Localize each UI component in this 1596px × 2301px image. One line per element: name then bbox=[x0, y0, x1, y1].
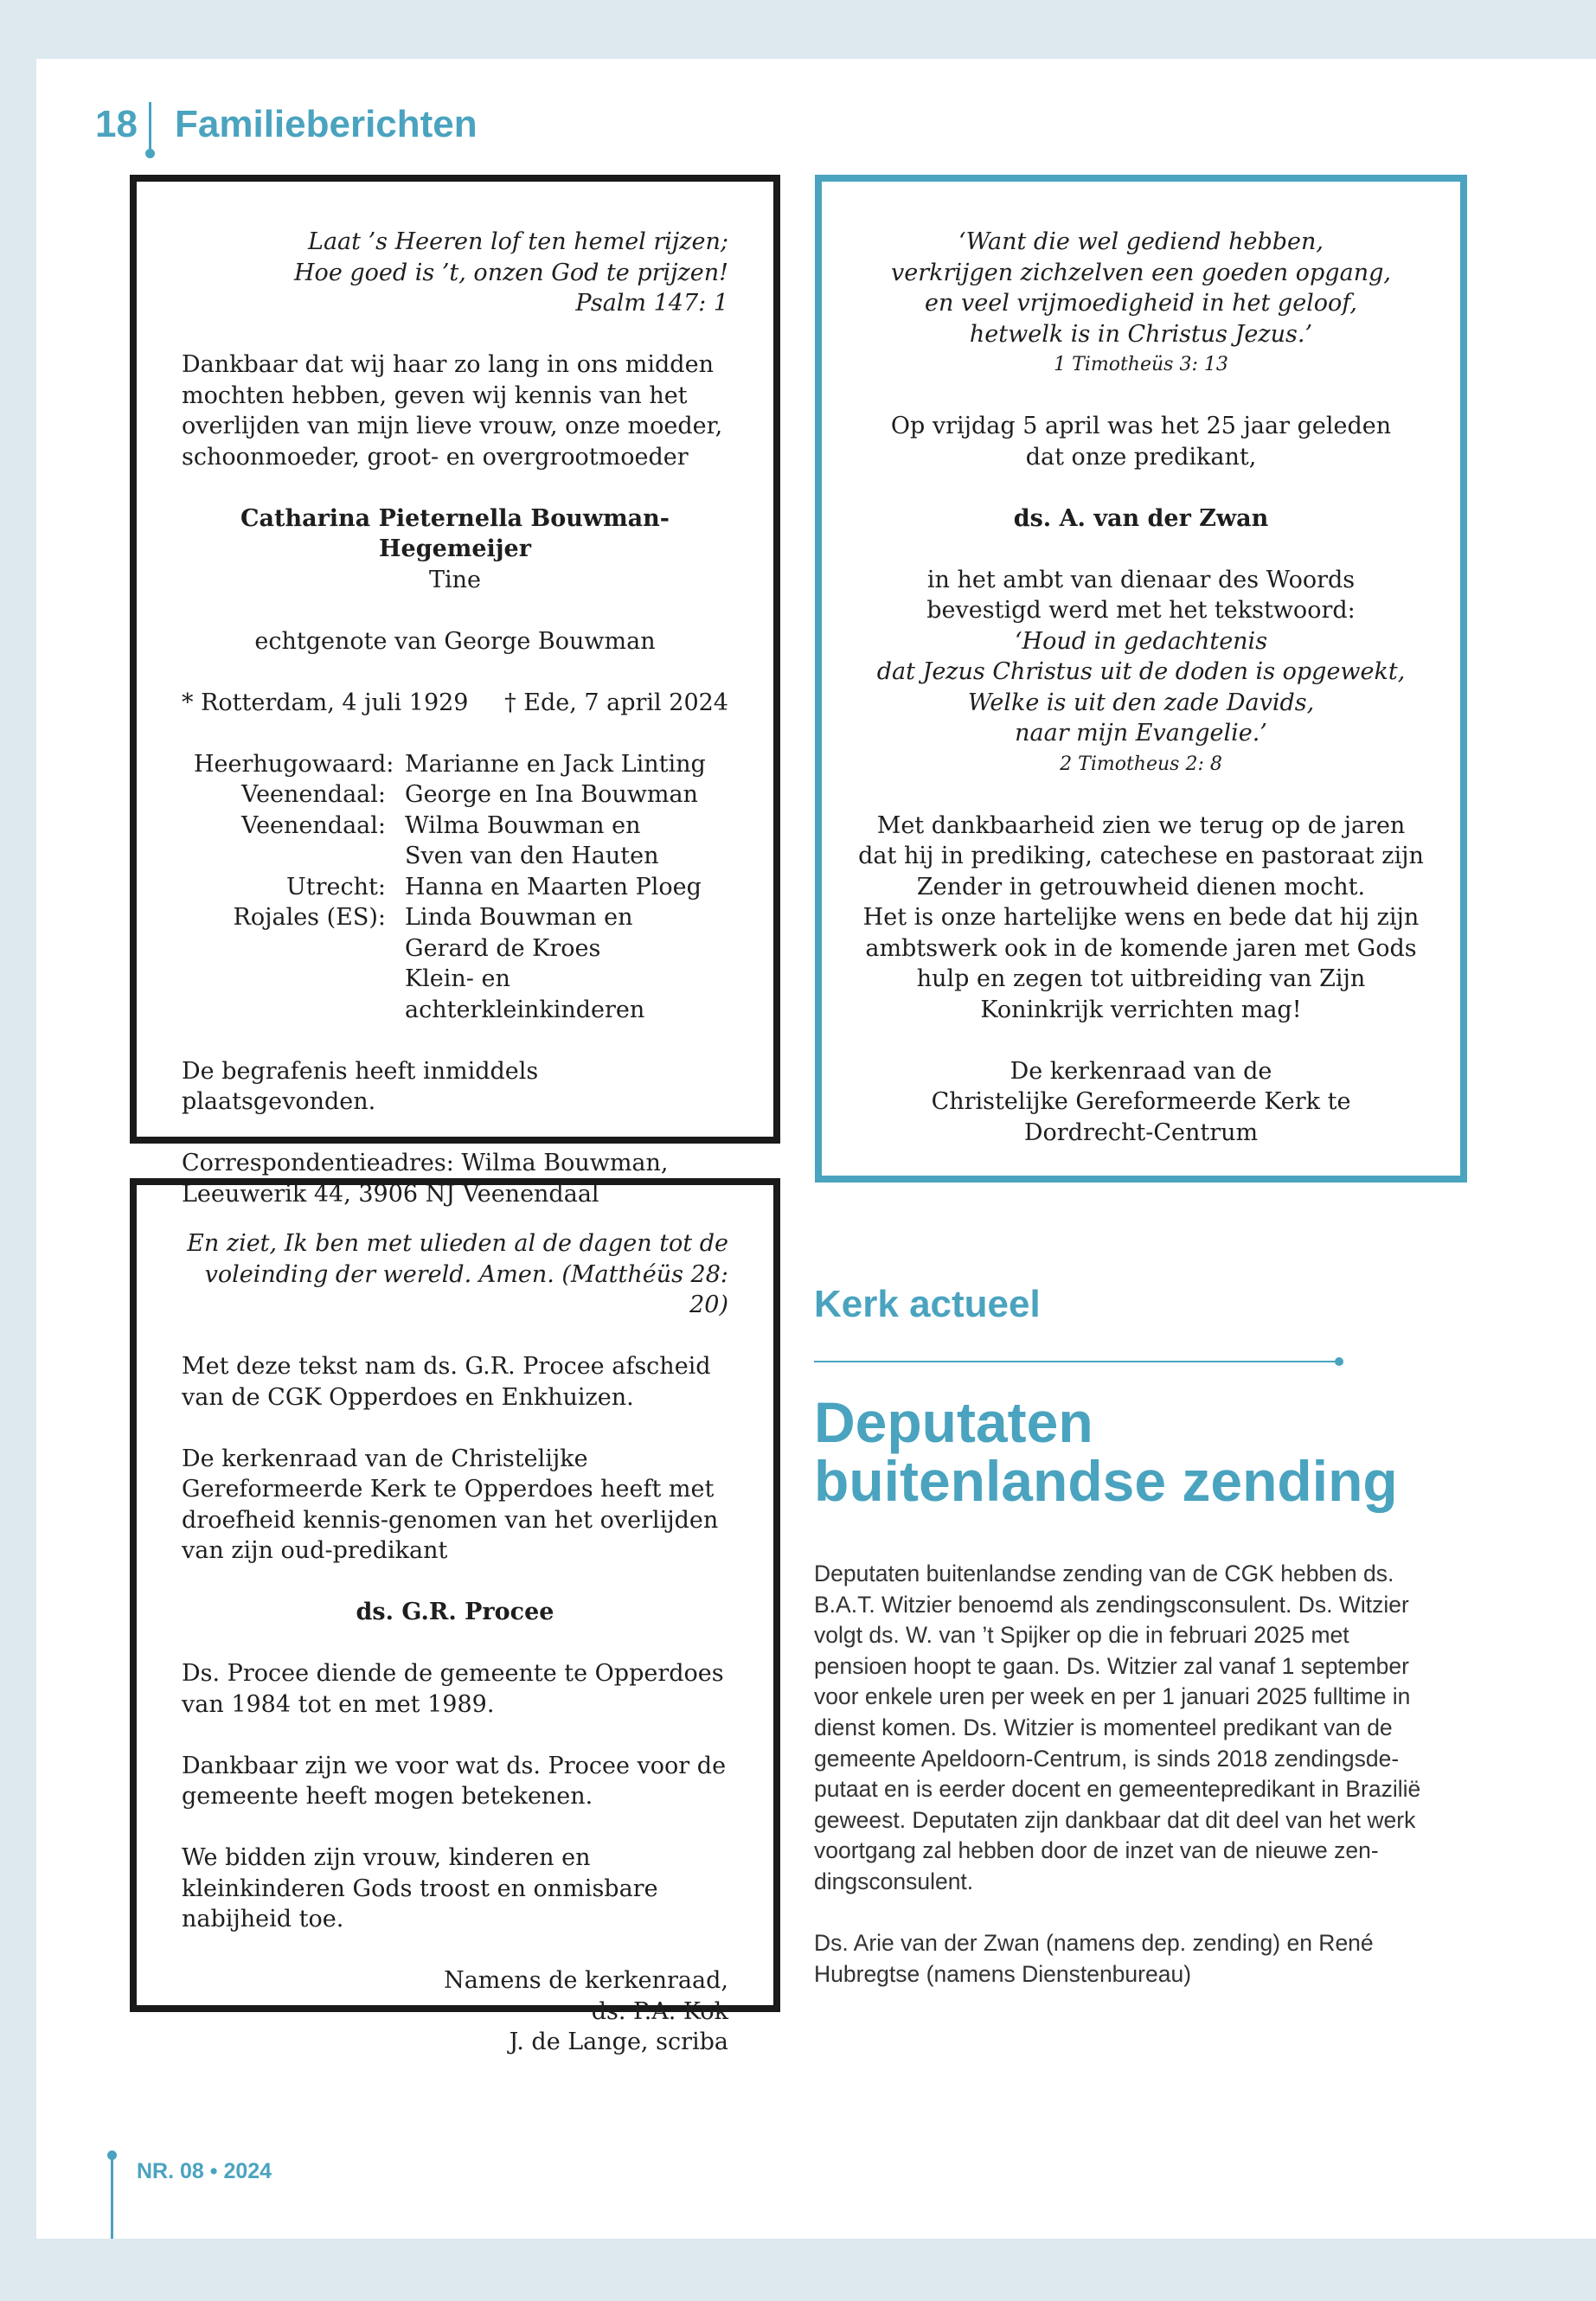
family-names: George en Ina Bouwman bbox=[405, 781, 698, 808]
page-number: 18 bbox=[95, 103, 138, 145]
notice-paragraph: Ds. Procee diende de gemeente te Opperdoes van 1984 tot en met 1989. bbox=[182, 1660, 724, 1718]
header-divider bbox=[149, 102, 151, 152]
family-names: Klein- en achterkleinkinderen bbox=[405, 965, 645, 1023]
notice-intro: Dankbaar dat wij haar zo lang in ons midden mochten hebben, geven wij kennis van het overlijden van mijn lieve vrouw, onze moeder, schoonmoeder, groot- en overgrootmoeder bbox=[182, 351, 723, 471]
deceased-nickname: Tine bbox=[428, 566, 481, 593]
family-place: Heerhugowaard: bbox=[194, 750, 394, 778]
signature-line: Namens de kerkenraad, bbox=[444, 1967, 728, 1994]
verse-reference: 1 Timotheüs 3: 13 bbox=[1054, 354, 1228, 375]
article-divider-dot bbox=[1335, 1357, 1343, 1366]
signature-line: De kerkenraad van de bbox=[1010, 1057, 1272, 1085]
page bbox=[36, 59, 1596, 2239]
article-signature: Ds. Arie van der Zwan (namens dep. zending) en René Hubregtse (namens Dienstenbureau) bbox=[814, 1930, 1374, 1987]
ambt-line: in het ambt van dienaar des Woords bbox=[926, 566, 1356, 593]
family-place bbox=[194, 933, 386, 965]
spouse-line: echtgenote van George Bouwman bbox=[254, 627, 656, 655]
article-paragraph: Deputaten buitenlandse zending van de CGK hebben ds. B.A.T. Witzier benoemd als zendingsconsulent. Ds. Witzier volgt ds. W. van ’t Spijker op die in februari 2025 met pensioen hoopt te gaan. Ds. Witzier zal vanaf 1 september voor enkele uren per week en per 1 januari 2025 fulltime in dienst komen. Ds. Witzier is momenteel predikant van de gemeente Apeldoorn-Centrum, is sinds 2018 zendingsde-putaat en is eerder docent en gemeentepredikant in Brazilië geweest. Deputaten zijn dankbaar dat dit deel van het werk voortgang zal hebben door de inzet van de nieuwe zen-dingsconsulent. bbox=[814, 1561, 1421, 1894]
signature-line: Christelijke Gereformeerde Kerk te bbox=[931, 1088, 1351, 1115]
verse-line: verkrijgen zichzelven een goeden opgang, bbox=[891, 259, 1391, 286]
verse-line: hetwelk is in Christus Jezus.’ bbox=[969, 320, 1313, 348]
funeral-note: De begrafenis heeft inmiddels plaatsgevonden. bbox=[182, 1057, 539, 1115]
family-list bbox=[182, 749, 728, 1026]
verse-line: Hoe goed is ’t, onzen God te prijzen! bbox=[294, 259, 728, 286]
death-date: † Ede, 7 april 2024 bbox=[504, 689, 728, 716]
birth-date: * Rotterdam, 4 juli 1929 bbox=[182, 689, 469, 716]
footer-divider-dot bbox=[107, 2150, 117, 2160]
dates-row bbox=[182, 688, 728, 719]
family-place: Rojales (ES): bbox=[233, 904, 386, 931]
text-reference: 2 Timotheus 2: 8 bbox=[1060, 753, 1222, 775]
verse-reference: Psalm 147: 1 bbox=[575, 290, 728, 317]
family-names: Wilma Bouwman en bbox=[405, 811, 641, 839]
family-place: Veenendaal: bbox=[241, 781, 386, 808]
text-line: ‘Houd in gedachtenis bbox=[1014, 627, 1268, 655]
signature-line: Dordrecht-Centrum bbox=[1023, 1118, 1259, 1146]
text-line: naar mijn Evangelie.’ bbox=[1015, 720, 1267, 747]
deceased-name: Catharina Pieternella Bouwman-Hegemeijer bbox=[240, 504, 670, 562]
thanks-paragraph: Met dankbaarheid zien we terug op de jaren dat hij in prediking, catechese en pastoraat zijn Zender in getrouwheid dienen mocht. bbox=[858, 811, 1424, 901]
wish-paragraph: Het is onze hartelijke wens en bede dat hij zijn ambtswerk ook in de komende jaren met Gods hulp en zegen tot uitbreiding van Zijn Koninkrijk verrichten mag! bbox=[862, 904, 1420, 1023]
article-title bbox=[814, 1390, 1471, 1513]
signature-line: J. de Lange, scriba bbox=[509, 2029, 728, 2055]
jubilee-notice-van-der-zwan bbox=[815, 175, 1467, 1183]
article-divider bbox=[814, 1361, 1337, 1362]
family-place bbox=[194, 841, 386, 872]
text-line: Welke is uit den zade Davids, bbox=[967, 689, 1315, 716]
jubilee-intro: Op vrijdag 5 april was het 25 jaar geleden bbox=[890, 413, 1392, 439]
notice-paragraph: We bidden zijn vrouw, kinderen en kleinkinderen Gods troost en onmisbare nabijheid toe. bbox=[182, 1844, 658, 1932]
text-line: dat Jezus Christus uit de doden is opgewekt, bbox=[876, 658, 1406, 685]
deceased-name: ds. G.R. Procee bbox=[356, 1599, 554, 1625]
death-notice-bouwman bbox=[130, 175, 780, 1208]
correspondence-address: Correspondentieadres: Wilma Bouwman, bbox=[182, 1150, 669, 1176]
footer-divider bbox=[111, 2156, 113, 2239]
notice-paragraph: Met deze tekst nam ds. G.R. Procee afscheid van de CGK Opperdoes en Enkhuizen. bbox=[182, 1353, 711, 1411]
family-names: Linda Bouwman en bbox=[405, 904, 633, 931]
family-place: Utrecht: bbox=[286, 873, 386, 901]
verse-line: En ziet, Ik ben met ulieden al de dagen tot de bbox=[187, 1230, 728, 1257]
family-place bbox=[194, 964, 386, 1025]
article-title-line: Deputaten bbox=[814, 1390, 1093, 1454]
death-notice-procee bbox=[130, 1178, 780, 2055]
article-body bbox=[814, 1559, 1445, 2021]
correspondence-address: Leeuwerik 44, 3906 NJ Veenendaal bbox=[182, 1180, 599, 1208]
notice-paragraph: Dankbaar zijn we voor wat ds. Procee voor de gemeente heeft mogen betekenen. bbox=[182, 1752, 727, 1810]
verse-line: en veel vrijmoedigheid in het geloof, bbox=[925, 290, 1357, 317]
notice-paragraph: De kerkenraad van de Christelijke Gereformeerde Kerk te Opperdoes heeft met droefheid kennis-genomen van het overlijden van zijn oud-predikant bbox=[182, 1445, 719, 1564]
verse-line: Laat ’s Heeren lof ten hemel rijzen; bbox=[308, 228, 728, 255]
ambt-line: bevestigd werd met het tekstwoord: bbox=[926, 597, 1356, 624]
issue-number: NR. 08 • 2024 bbox=[137, 2159, 272, 2183]
section-title: Familieberichten bbox=[175, 103, 478, 145]
article-title-line: buitenlandse zending bbox=[814, 1449, 1398, 1513]
verse-line: ‘Want die wel gediend hebben, bbox=[958, 228, 1324, 255]
family-names: Hanna en Maarten Ploeg bbox=[405, 873, 702, 901]
jubilee-intro: dat onze predikant, bbox=[1025, 443, 1257, 471]
family-names: Sven van den Hauten bbox=[405, 843, 659, 869]
article-section-label: Kerk actueel bbox=[814, 1283, 1041, 1325]
family-names: Gerard de Kroes bbox=[405, 934, 601, 962]
header-divider-dot bbox=[145, 149, 155, 158]
family-place: Veenendaal: bbox=[241, 811, 386, 839]
family-names: Marianne en Jack Linting bbox=[405, 750, 706, 778]
pastor-name: ds. A. van der Zwan bbox=[1013, 504, 1269, 532]
verse-line: voleinding der wereld. Amen. (Matthéüs 28: 20) bbox=[204, 1260, 728, 1318]
signature-line: ds. P.A. Kok bbox=[591, 1997, 728, 2025]
